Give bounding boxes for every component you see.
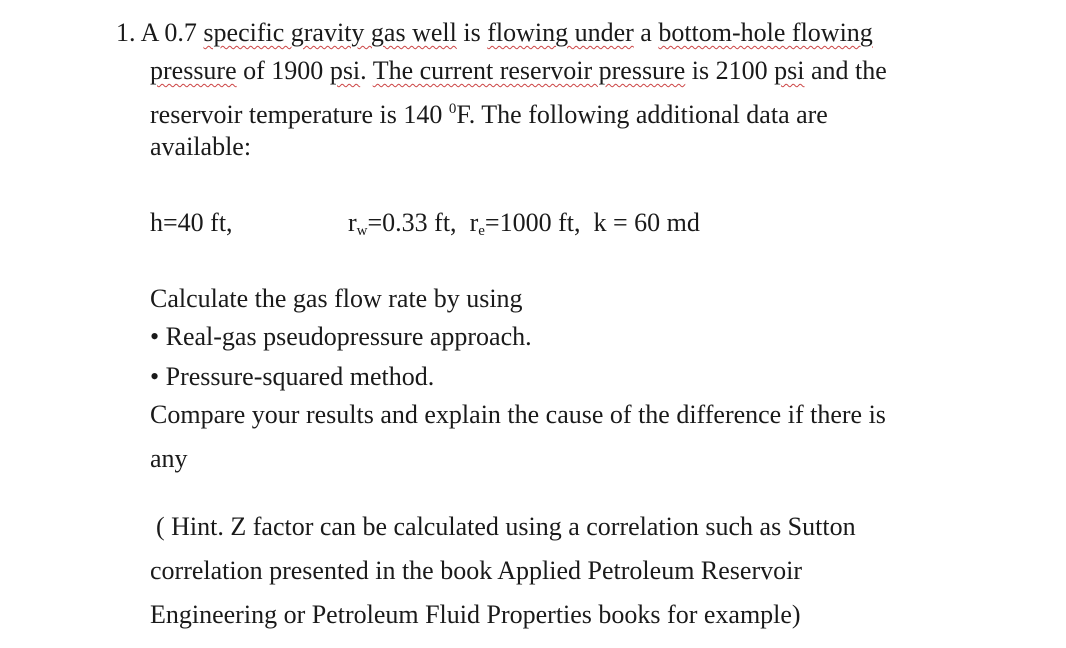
bullet-text: Pressure-squared method. bbox=[165, 362, 435, 391]
data-rw-re-k bbox=[348, 208, 700, 246]
intro-text: . bbox=[360, 56, 373, 85]
intro-text: is bbox=[456, 18, 488, 47]
problem-number: 1. bbox=[116, 18, 136, 47]
re-label: r bbox=[469, 208, 479, 237]
bullet-item bbox=[150, 362, 434, 392]
intro-text: psi bbox=[329, 56, 361, 85]
hint-line-2: correlation presented in the book Applied Petroleum Reservoir bbox=[150, 556, 802, 585]
task-lead: Calculate the gas flow rate by using bbox=[150, 284, 523, 313]
bullet-icon: • bbox=[150, 362, 160, 391]
intro-text: A 0.7 bbox=[140, 18, 204, 47]
hint-line-3: Engineering or Petroleum Fluid Properties books for example) bbox=[150, 600, 801, 629]
bullet-text: Real-gas pseudopressure approach. bbox=[165, 322, 532, 351]
compare-line-2: any bbox=[150, 444, 188, 473]
degree-superscript: 0 bbox=[448, 101, 457, 117]
intro-text: F. The following additional data are bbox=[456, 100, 828, 129]
rw-label: r bbox=[348, 208, 357, 237]
compare-line-1: Compare your results and explain the cause of the difference if there is bbox=[150, 400, 886, 429]
intro-text: is 2100 bbox=[685, 56, 775, 85]
intro-text: psi bbox=[774, 56, 805, 85]
h-value: h=40 ft, bbox=[150, 208, 233, 237]
intro-text: flowing under bbox=[487, 18, 634, 47]
k-value: k = 60 md bbox=[593, 208, 700, 237]
intro-text: bottom-hole flowing bbox=[658, 18, 873, 47]
problem-line-3 bbox=[150, 94, 828, 130]
rw-value: =0.33 ft, bbox=[367, 208, 457, 237]
re-value: =1000 ft, bbox=[484, 208, 581, 237]
bullet-item bbox=[150, 322, 532, 352]
problem-line-4 bbox=[150, 132, 251, 162]
data-h bbox=[150, 208, 233, 238]
bullet-icon: • bbox=[150, 322, 160, 351]
problem-line-2 bbox=[150, 56, 887, 86]
intro-text: of 1900 bbox=[236, 56, 330, 85]
rw-subscript: w bbox=[356, 223, 368, 239]
problem-line-1 bbox=[116, 18, 873, 48]
re-subscript: e bbox=[478, 223, 485, 239]
intro-text: specific gravity gas well bbox=[203, 18, 457, 47]
intro-text: a bbox=[633, 18, 659, 47]
intro-text: available: bbox=[150, 132, 252, 161]
intro-text: pressure bbox=[150, 56, 237, 85]
intro-text: and the bbox=[804, 56, 887, 85]
hint-line-1: ( Hint. Z factor can be calculated using a correlation such as Sutton bbox=[156, 512, 856, 541]
intro-text: reservoir temperature is 140 bbox=[150, 100, 449, 129]
intro-text: The current reservoir pressure bbox=[372, 56, 686, 85]
